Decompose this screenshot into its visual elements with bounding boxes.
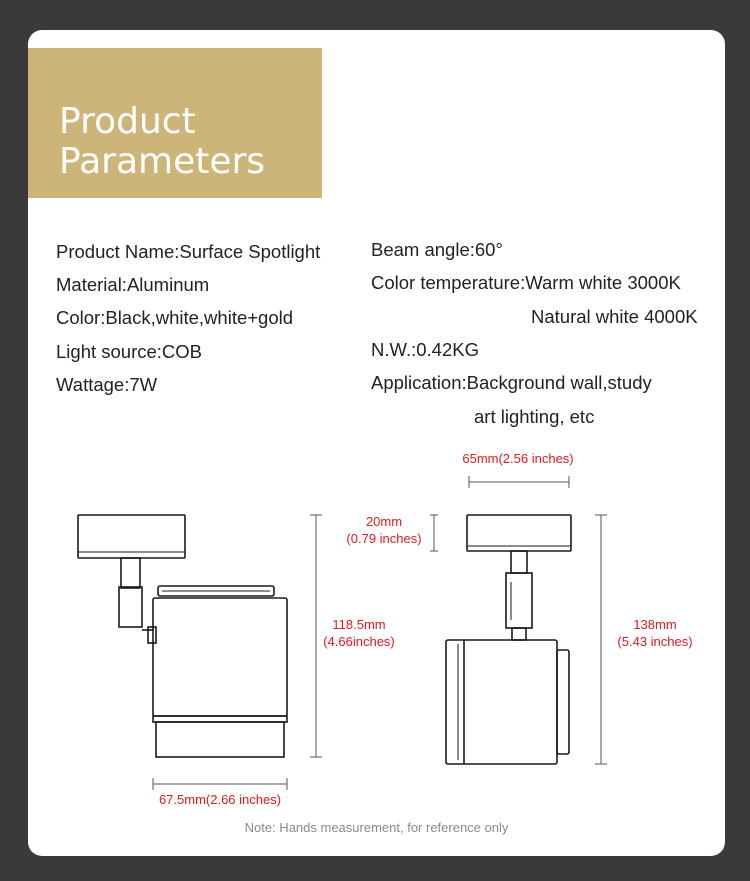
dim-side-height-mm: 118.5mm [332, 617, 386, 632]
spec-color-temp-2: Natural white 4000K [531, 306, 698, 327]
spec-material: Material:Aluminum [56, 274, 210, 295]
product-card [28, 30, 725, 856]
spec-beam-angle: Beam angle:60° [371, 239, 503, 260]
spec-wattage: Wattage:7W [56, 374, 158, 395]
title-line-1: Product [59, 101, 196, 142]
spec-net-weight: N.W.:0.42KG [371, 339, 479, 360]
dim-base-height-in: (0.79 inches) [346, 531, 422, 546]
reference-note: Note: Hands measurement, for reference only [244, 820, 509, 835]
dim-front-height-in: (5.43 inches) [617, 634, 693, 649]
side-view-spotlight [78, 515, 287, 757]
dim-top-width: 65mm(2.56 inches) [462, 451, 574, 466]
spec-color: Color:Black,white,white+gold [56, 307, 294, 328]
dim-side-height-in: (4.66inches) [323, 634, 395, 649]
spec-color-temp: Color temperature:Warm white 3000K [371, 272, 681, 293]
dim-bottom-width: 67.5mm(2.66 inches) [158, 792, 282, 807]
dim-base-height-mm: 20mm [365, 514, 403, 529]
dim-front-height-mm: 138mm [633, 617, 677, 632]
title-line-2: Parameters [59, 141, 266, 182]
spec-light-source: Light source:COB [56, 341, 203, 362]
spec-product-name: Product Name:Surface Spotlight [56, 241, 321, 262]
spec-application-2: art lighting, etc [474, 406, 595, 427]
spec-application: Application:Background wall,study [371, 372, 652, 393]
front-view-spotlight [446, 515, 571, 764]
dimension-drawing [28, 30, 725, 856]
